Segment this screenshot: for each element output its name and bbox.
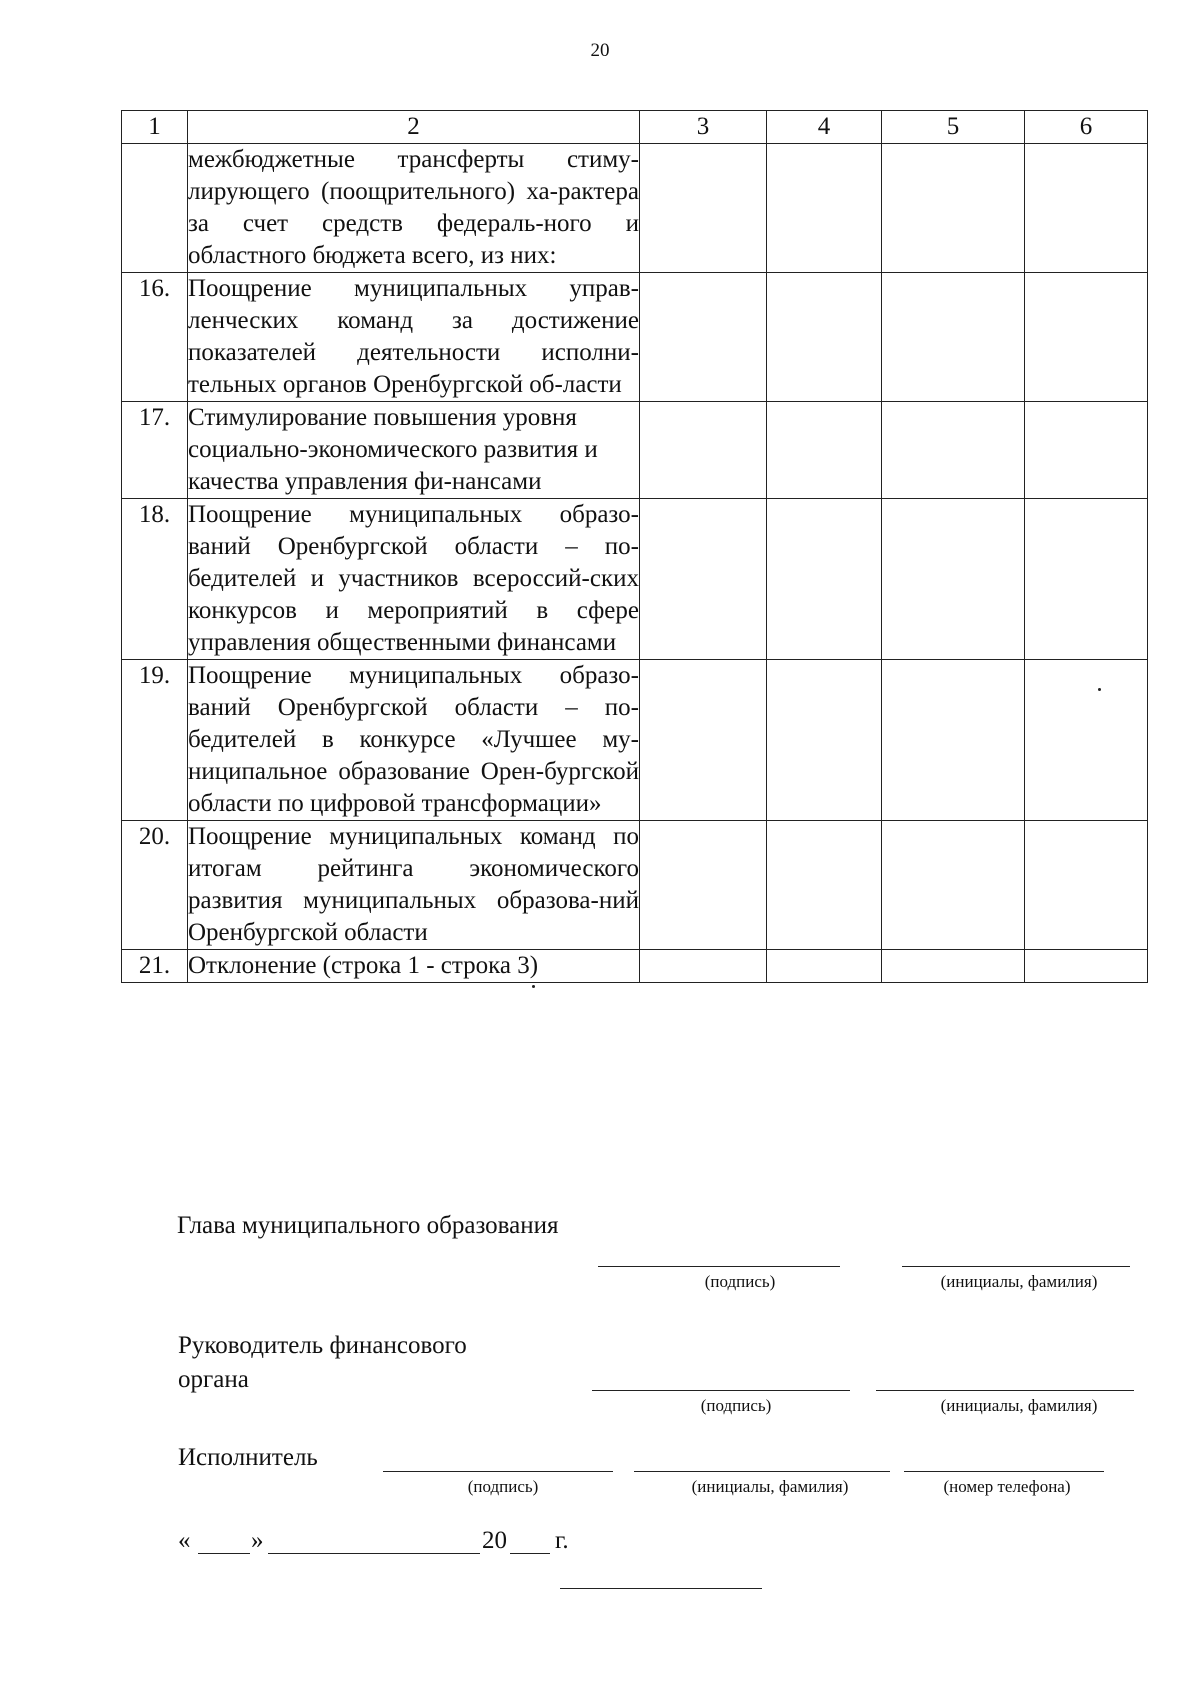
executor-label: Исполнитель [178, 1444, 318, 1471]
table-cell [1025, 950, 1148, 983]
executor-name-caption: (инициалы, фамилия) [691, 1477, 849, 1496]
column-header: 2 [188, 111, 640, 144]
executor-signature-line[interactable] [383, 1471, 613, 1472]
table-cell [882, 144, 1025, 273]
table-row [122, 821, 1148, 950]
row-description: Стимулирование повышения уровня социально-экономического развития и качества управления фи-нансами [188, 402, 640, 499]
date-day-line[interactable] [198, 1553, 250, 1554]
column-header: 6 [1025, 111, 1148, 144]
table-cell [640, 273, 767, 402]
closing-rule [560, 1588, 762, 1589]
finance-head-label-line2: органа [178, 1366, 249, 1393]
table-cell [1025, 144, 1148, 273]
finance-signature-caption: (подпись) [700, 1396, 772, 1415]
row-number: 18. [122, 499, 188, 660]
row-description: Поощрение муниципальных образо-ваний Оренбургской области – по-бедителей и участников всероссий-ских конкурсов и мероприятий в сфере управления общественными финансами [188, 499, 640, 660]
row-number: 20. [122, 821, 188, 950]
table-cell [882, 402, 1025, 499]
finance-head-label-line1: Руководитель финансового [178, 1332, 467, 1359]
table-cell [882, 273, 1025, 402]
table-row [122, 273, 1148, 402]
table-cell [1025, 402, 1148, 499]
table-row [122, 499, 1148, 660]
table-cell [767, 402, 882, 499]
column-header: 4 [767, 111, 882, 144]
table-cell [882, 660, 1025, 821]
executor-phone-line[interactable] [904, 1471, 1104, 1472]
table-row [122, 660, 1148, 821]
table-cell [767, 273, 882, 402]
table-cell [1025, 821, 1148, 950]
table-cell [882, 821, 1025, 950]
report-table [121, 110, 1148, 983]
finance-name-line[interactable] [876, 1390, 1134, 1391]
table-cell [767, 821, 882, 950]
row-description: межбюджетные трансферты стиму-лирующего (поощрительного) ха-рактера за счет средств федераль-ного и областного бюджета всего, из них: [188, 144, 640, 273]
row-description: Поощрение муниципальных команд по итогам рейтинга экономического развития муниципальных образова-ний Оренбургской области [188, 821, 640, 950]
row-description: Поощрение муниципальных образо-ваний Оренбургской области – по-бедителей в конкурсе «Лучшее му-ниципальное образование Орен-бургской области по цифровой трансформации» [188, 660, 640, 821]
page-number: 20 [590, 40, 610, 61]
table-row [122, 144, 1148, 273]
executor-signature-caption: (подпись) [467, 1477, 539, 1496]
head-name-caption: (инициалы, фамилия) [940, 1272, 1098, 1291]
table-header-row [122, 111, 1148, 144]
table-cell [882, 499, 1025, 660]
table-cell [640, 144, 767, 273]
table-cell [882, 950, 1025, 983]
table-cell [640, 402, 767, 499]
date-year-prefix: 20 [482, 1527, 507, 1554]
date-year-suffix: г. [555, 1527, 569, 1554]
column-header: 1 [122, 111, 188, 144]
table-cell [767, 499, 882, 660]
head-signature-caption: (подпись) [704, 1272, 776, 1291]
row-number [122, 144, 188, 273]
table-cell [1025, 660, 1148, 821]
finance-name-caption: (инициалы, фамилия) [940, 1396, 1098, 1415]
stray-dot-mark [532, 985, 535, 988]
row-number: 16. [122, 273, 188, 402]
stray-dot-mark [1098, 688, 1101, 691]
row-number: 21. [122, 950, 188, 983]
row-number: 17. [122, 402, 188, 499]
date-year-line[interactable] [510, 1553, 550, 1554]
table-row [122, 950, 1148, 983]
row-description: Отклонение (строка 1 - строка 3) [188, 950, 640, 983]
column-header: 5 [882, 111, 1025, 144]
date-month-line[interactable] [268, 1553, 480, 1554]
table-cell [640, 660, 767, 821]
table-cell [767, 660, 882, 821]
date-close-quote: » [251, 1527, 264, 1554]
head-name-line[interactable] [902, 1266, 1130, 1267]
finance-signature-line[interactable] [592, 1390, 850, 1391]
table-cell [640, 821, 767, 950]
table-cell [1025, 273, 1148, 402]
table-cell [767, 950, 882, 983]
column-header: 3 [640, 111, 767, 144]
row-number: 19. [122, 660, 188, 821]
head-signature-line[interactable] [598, 1266, 840, 1267]
row-description: Поощрение муниципальных управ-ленческих команд за достижение показателей деятельности исполни-тельных органов Оренбургской об-ласти [188, 273, 640, 402]
table-row [122, 402, 1148, 499]
executor-phone-caption: (номер телефона) [943, 1477, 1071, 1496]
table-cell [640, 499, 767, 660]
date-open-quote: « [178, 1527, 191, 1554]
head-of-municipality-label: Глава муниципального образования [177, 1212, 559, 1239]
table-cell [640, 950, 767, 983]
table-cell [1025, 499, 1148, 660]
executor-name-line[interactable] [634, 1471, 890, 1472]
table-cell [767, 144, 882, 273]
